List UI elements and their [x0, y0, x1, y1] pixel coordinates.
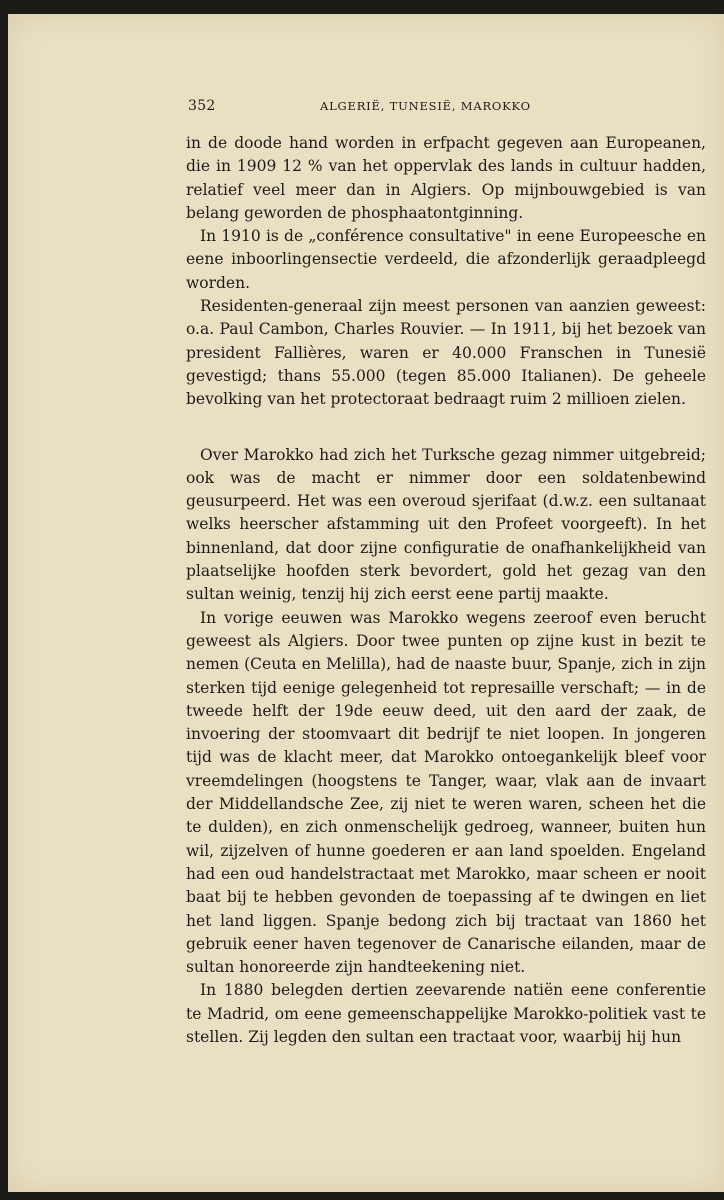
paragraph-1880-conferentie: In 1880 belegden dertien zeevarende natiën eene conferentie te Madrid, om eene gemeenschappelijke Marokko-politiek vast te stellen. Zij legden den sultan een tractaat voor, waarbij hij hun	[186, 981, 706, 1046]
running-head	[186, 98, 706, 122]
paragraph-over-marokko: Over Marokko had zich het Turksche gezag nimmer uitgebreid; ook was de macht er nimmer door een soldatenbewind geusurpeerd. Het was een overoud sjerifaat (d.w.z. een sultanaat welks heerscher afstamming uit den Profeet voorgeeft). In het binnenland, dat door zijne configuratie de onafhankelijkheid van plaatselijke hoofden sterk bevordert, gold het gezag van den sultan weinig, tenzij hij zich eerst eene partij maakte.	[186, 445, 706, 604]
running-title: ALGERIË, TUNESIË, MAROKKO	[320, 99, 531, 113]
paragraph-vorige-eeuwen: In vorige eeuwen was Marokko wegens zeeroof even berucht geweest als Algiers. Door twee punten op zijne kust in bezit te nemen (Ceuta en Melilla), had de naaste buur, Spanje, zich in zijn sterken tijd eenige gelegenheid tot represaille verschaft; — in de tweede helft der 19de eeuw deed, uit den aard der zaak, de invoering der stoomvaart dit bedrijf te niet loopen. In jongeren tijd was de klacht meer, dat Marokko ontoegankelijk bleef voor vreemdelingen (hoogstens te Tanger, waar, vlak aan de invaart der Middellandsche Zee, zij niet te weren waren, scheen het die te dulden), en zich onmenschelijk gedroeg, wanneer, buiten hun wil, zijzelven of hunne goederen er aan land spoelden. Engeland had een oud handelstractaat met Marokko, maar scheen er nooit baat bij te hebben gevonden de toepassing af te dwingen en liet het land liggen. Spanje bedong zich bij tractaat van 1860 het gebruik eener haven tegenover de Canarische eilanden, maar de sultan honoreerde zijn handteekening niet.	[186, 608, 706, 977]
body-text	[186, 132, 706, 1049]
page-number: 352	[188, 98, 216, 114]
paragraph-doode-hand: in de doode hand worden in erfpacht gegeven aan Europeanen, die in 1909 12 % van het oppervlak des lands in cultuur hadden, relatief veel meer dan in Algiers. Op mijnbouwgebied is van belang geworden de phosphaatontginning.	[186, 134, 706, 222]
paragraph-residenten-generaal: Residenten-generaal zijn meest personen van aanzien geweest: o.a. Paul Cambon, Charles Rouvier. — In 1911, bij het bezoek van president Fallières, waren er 40.000 Franschen in Tunesië gevestigd; thans 55.000 (tegen 85.000 Italianen). De geheele bevolking van het protectoraat bedraagt ruim 2 millioen zielen.	[186, 297, 706, 409]
section-break	[186, 412, 706, 444]
page-content	[186, 98, 706, 1049]
book-page	[8, 14, 724, 1192]
paragraph-conference-consultative: In 1910 is de „conférence consultative" in eene Europeesche en eene inboorlingensectie verdeeld, die afzonderlijk geraadpleegd worden.	[186, 227, 706, 292]
